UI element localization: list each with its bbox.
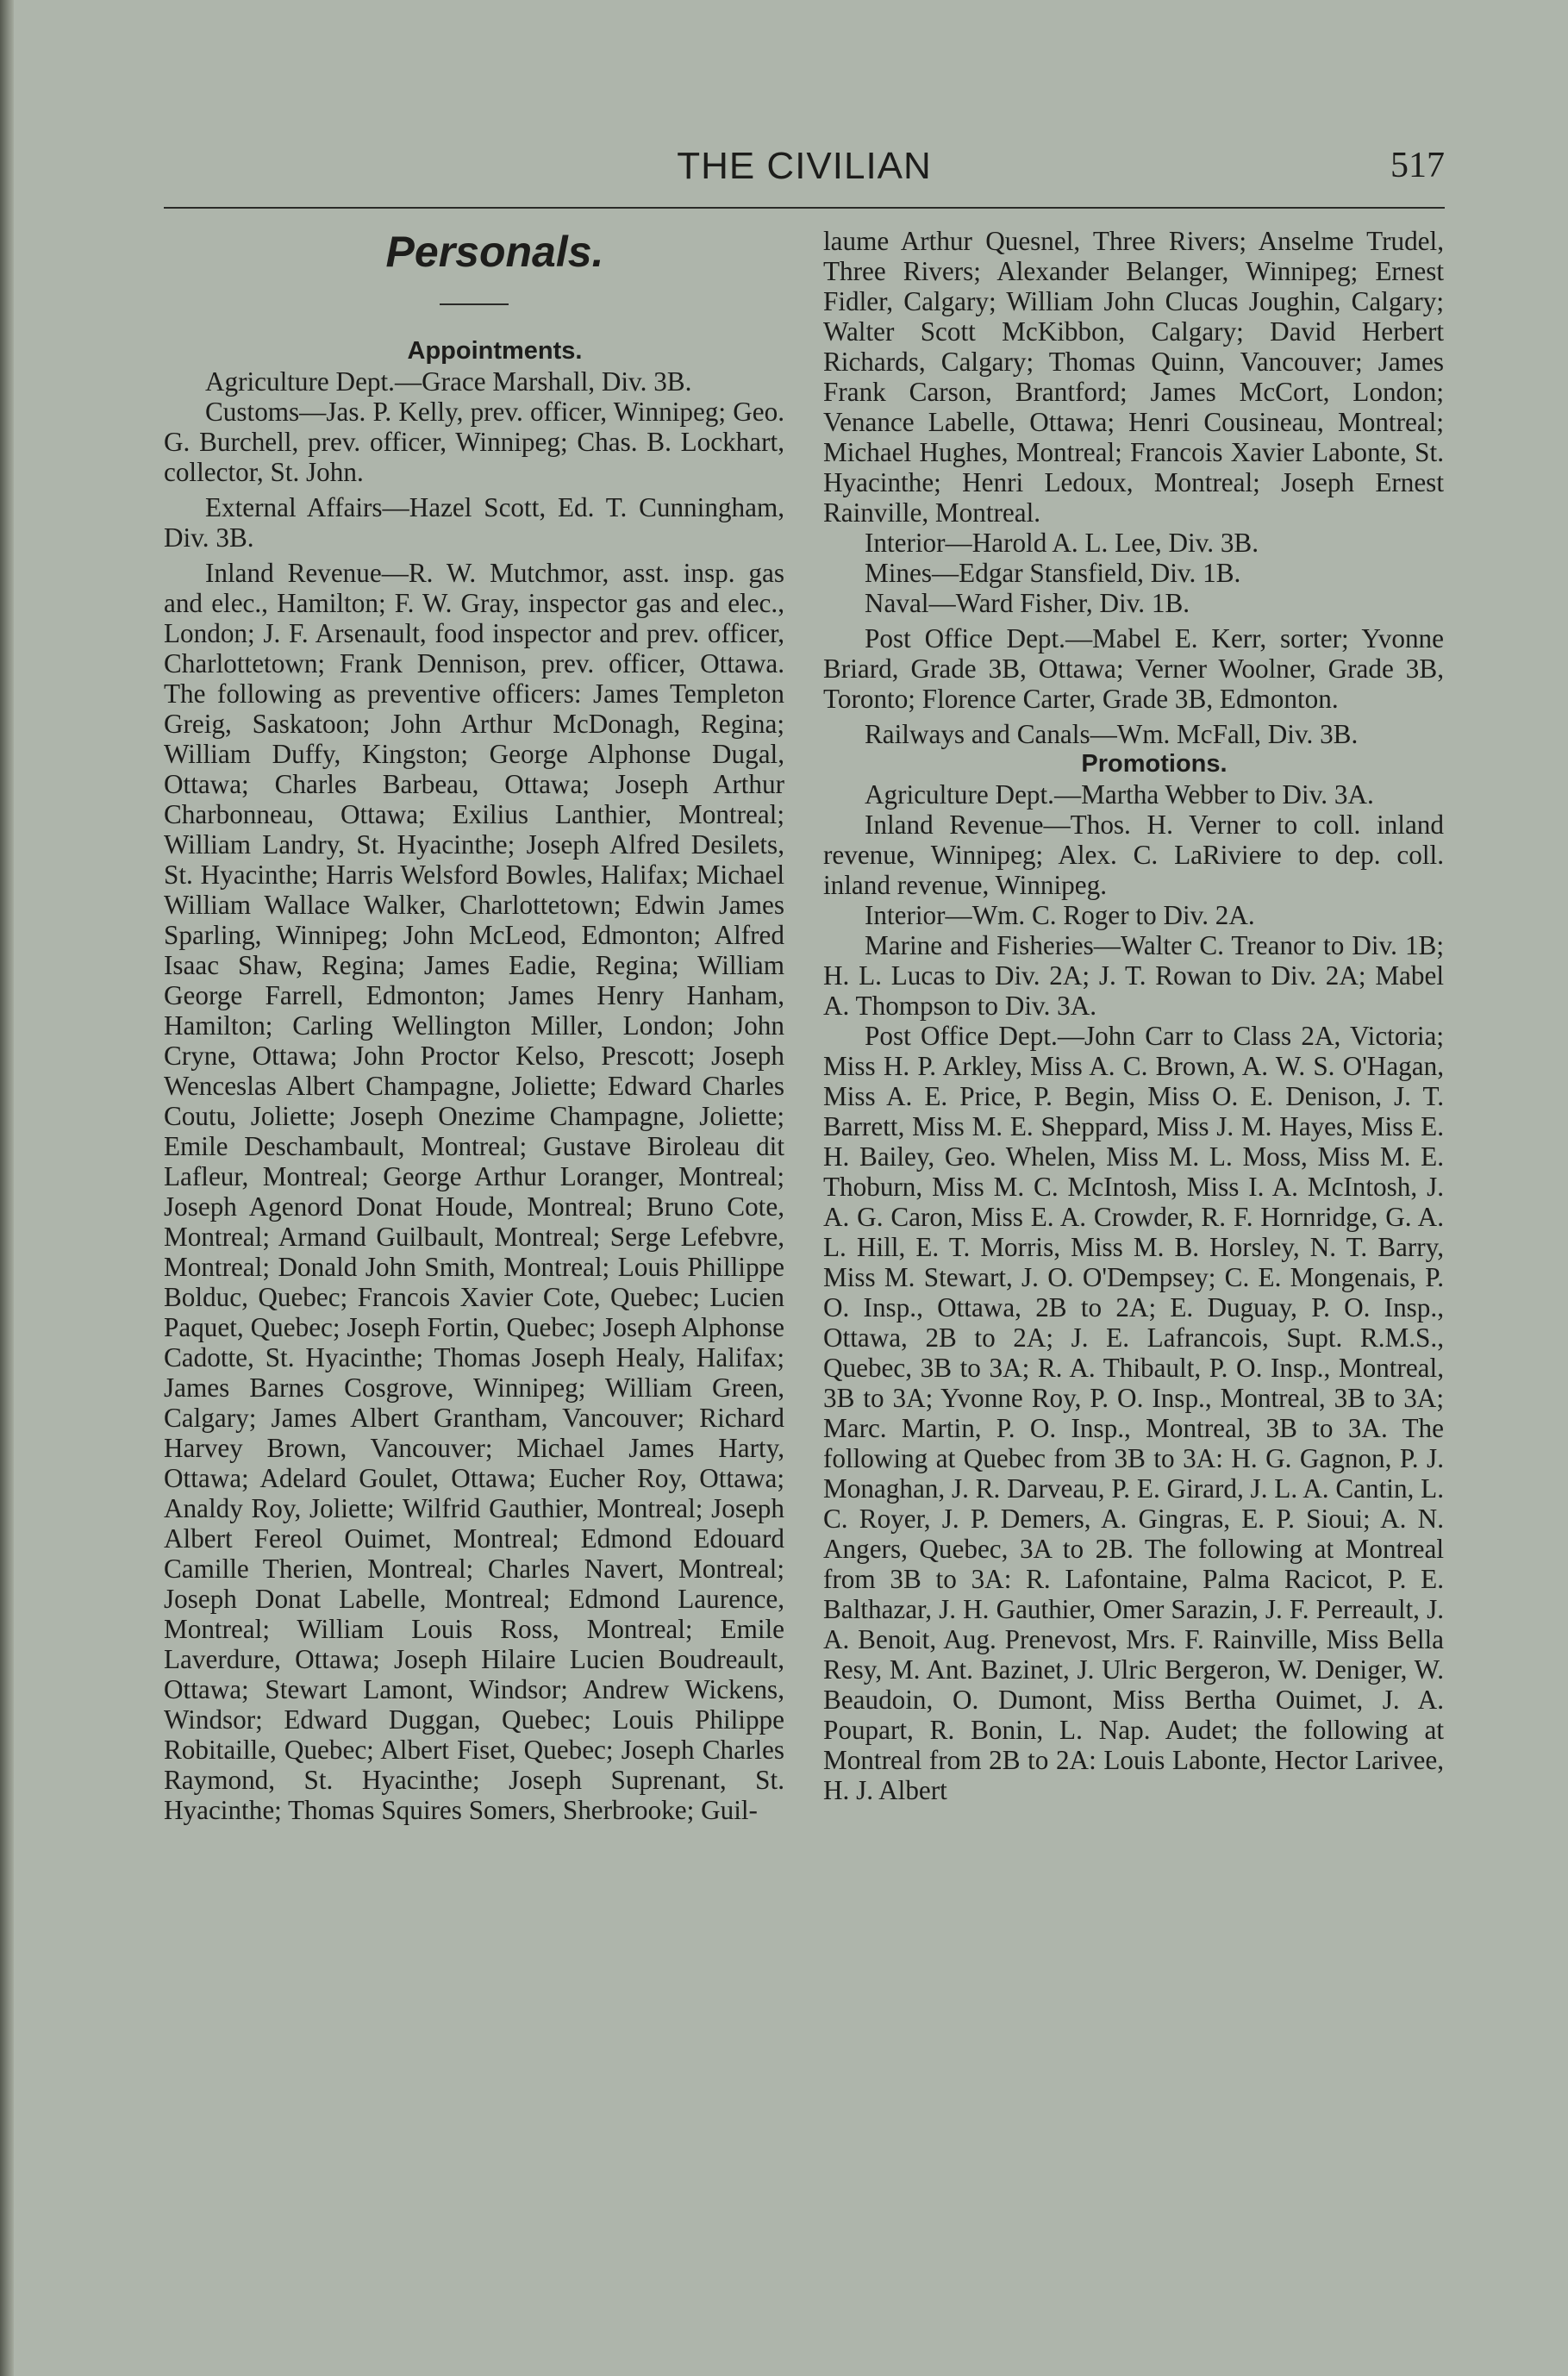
section-title: Personals. — [385, 228, 604, 276]
entry-marine-fisheries-promotions: Marine and Fisheries—Walter C. Treanor to Div. 1B; H. L. Lucas to Div. 2A; J. T. Rowan to Div. 2A; Mabel A. Thompson to Div. 3A. — [823, 930, 1444, 1021]
promotions-heading: Promotions. — [1081, 750, 1228, 778]
entry-post-office-promotions: Post Office Dept.—John Carr to Class 2A, Victoria; Miss H. P. Arkley, Miss A. C. Brown, A. W. S. O'Hagan, Miss A. E. Price, P. Begin, Miss O. E. Denison, J. T. Barrett, Miss M. E. Sheppard, Miss J. M. Hayes, Miss E. H. Bailey, Geo. Whelen, Miss M. L. Moss, Miss M. E. Thoburn, Miss M. C. McIntosh, Miss I. A. McIntosh, J. A. G. Caron, Miss E. A. Crowder, R. F. Hornridge, G. A. L. Hill, E. T. Morris, Miss M. B. Horsley, N. T. Barry, Miss M. Stewart, J. O. O'Dempsey; C. E. Mongenais, P. O. Insp., Ottawa, 2B to 2A; E. Duguay, P. O. Insp., Ottawa, 2B to 2A; J. E. Lafrancois, Supt. R.M.S., Quebec, 3B to 3A; R. A. Thibault, P. O. Insp., Montreal, 3B to 3A; Yvonne Roy, P. O. Insp., Montreal, 3B to 3A; Marc. Martin, P. O. Insp., Montreal, 3B to 3A. The following at Quebec from 3B to 3A: H. G. Gagnon, P. J. Monaghan, J. R. Darveau, P. E. Girard, J. L. A. Cantin, L. C. Royer, J. P. Demers, A. Gingras, E. P. Sioui; A. N. Angers, Quebec, 3A to 2B. The following at Montreal from 3B to 3A: R. Lafontaine, Palma Racicot, P. E. Balthazar, J. H. Gauthier, Omer Sarazin, J. F. Perreault, J. A. Benoit, Aug. Prenevost, Mrs. F. Rainville, Miss Bella Resy, M. Ant. Bazinet, J. Ulric Bergeron, W. Deniger, W. Beaudoin, O. Dumont, Miss Bertha Ouimet, J. A. Poupart, R. Bonin, L. Nap. Audet; the following at Montreal from 2B to 2A: Louis Labonte, Hector Larivee, H. J. Albert — [823, 1021, 1444, 1805]
running-title: THE CIVILIAN — [677, 145, 932, 187]
title-rule — [440, 303, 509, 305]
running-header — [164, 145, 1445, 205]
entry-railways-canals-appointments: Railways and Canals—Wm. McFall, Div. 3B. — [865, 719, 1359, 749]
entry-inland-revenue-promotions: Inland Revenue—Thos. H. Verner to coll. inland revenue, Winnipeg; Alex. C. LaRiviere to dep. coll. inland revenue, Winnipeg. — [823, 810, 1444, 900]
appointments-heading: Appointments. — [407, 337, 583, 365]
header-rule — [164, 207, 1445, 209]
entry-interior-appointments: Interior—Harold A. L. Lee, Div. 3B. — [865, 528, 1259, 558]
entry-post-office-appointments: Post Office Dept.—Mabel E. Kerr, sorter; Yvonne Briard, Grade 3B, Ottawa; Verner Woolner, Grade 3B, Toronto; Florence Carter, Grade 3B, Edmonton. — [823, 623, 1444, 714]
entry-agriculture-appointments: Agriculture Dept.—Grace Marshall, Div. 3B. — [205, 366, 692, 397]
entry-external-affairs-appointments: External Affairs—Hazel Scott, Ed. T. Cunningham, Div. 3B. — [164, 492, 784, 553]
entry-inland-revenue-continued: laume Arthur Quesnel, Three Rivers; Anselme Trudel, Three Rivers; Alexander Belanger, Winnipeg; Ernest Fidler, Calgary; William John Clucas Joughin, Calgary; Walter Scott McKibbon, Calgary; David Herbert Richards, Calgary; Thomas Quinn, Vancouver; James Frank Carson, Brantford; James McCort, London; Venance Labelle, Ottawa; Henri Cousineau, Montreal; Michael Hughes, Montreal; Francois Xavier Labonte, St. Hyacinthe; Henri Ledoux, Montreal; Joseph Ernest Rainville, Montreal. — [823, 226, 1444, 528]
entry-agriculture-promotions: Agriculture Dept.—Martha Webber to Div. 3A. — [865, 779, 1374, 810]
page-binding-edge — [0, 0, 14, 2376]
entry-mines-appointments: Mines—Edgar Stansfield, Div. 1B. — [865, 558, 1241, 588]
left-column — [164, 226, 784, 1825]
entry-customs-appointments: Customs—Jas. P. Kelly, prev. officer, Winnipeg; Geo. G. Burchell, prev. officer, Winnipeg; Chas. B. Lockhart, collector, St. John. — [164, 397, 784, 487]
page-number: 517 — [1390, 146, 1445, 185]
right-column — [823, 226, 1444, 1805]
entry-naval-appointments: Naval—Ward Fisher, Div. 1B. — [865, 588, 1190, 618]
entry-interior-promotions: Interior—Wm. C. Roger to Div. 2A. — [865, 900, 1255, 930]
entry-inland-revenue-appointments: Inland Revenue—R. W. Mutchmor, asst. insp. gas and elec., Hamilton; F. W. Gray, inspector gas and elec., London; J. F. Arsenault, food inspector and prev. officer, Charlottetown; Frank Dennison, prev. officer, Ottawa. The following as preventive officers: James Templeton Greig, Saskatoon; John Arthur McDonagh, Regina; William Duffy, Kingston; George Alphonse Dugal, Ottawa; Charles Barbeau, Ottawa; Joseph Arthur Charbonneau, Ottawa; Exilius Lanthier, Montreal; William Landry, St. Hyacinthe; Joseph Alfred Desilets, St. Hyacinthe; Harris Welsford Bowles, Halifax; Michael William Wallace Walker, Charlottetown; Edwin James Sparling, Winnipeg; John McLeod, Edmonton; Alfred Isaac Shaw, Regina; James Eadie, Regina; William George Farrell, Edmonton; James Henry Hanham, Hamilton; Carling Wellington Miller, London; John Cryne, Ottawa; John Proctor Kelso, Prescott; Joseph Wenceslas Albert Champagne, Joliette; Edward Charles Coutu, Joliette; Joseph Onezime Champagne, Joliette; Emile Deschambault, Montreal; Gustave Biroleau dit Lafleur, Montreal; George Arthur Loranger, Montreal; Joseph Agenord Donat Houde, Montreal; Bruno Cote, Montreal; Armand Guilbault, Montreal; Serge Lefebvre, Montreal; Donald John Smith, Montreal; Louis Phillippe Bolduc, Quebec; Francois Xavier Cote, Quebec; Lucien Paquet, Quebec; Joseph Fortin, Quebec; Joseph Alphonse Cadotte, St. Hyacinthe; Thomas Joseph Healy, Halifax; James Barnes Cosgrove, Winnipeg; William Green, Calgary; James Albert Grantham, Vancouver; Richard Harvey Brown, Vancouver; Michael James Harty, Ottawa; Adelard Goulet, Ottawa; Eucher Roy, Ottawa; Analdy Roy, Joliette; Wilfrid Gauthier, Montreal; Joseph Albert Fereol Ouimet, Montreal; Edmond Edouard Camille Therien, Montreal; Charles Navert, Montreal; Joseph Donat Labelle, Montreal; Edmond Laurence, Montreal; William Louis Ross, Montreal; Emile Laverdure, Ottawa; Joseph Hilaire Lucien Boudreault, Ottawa; Stewart Lamont, Windsor; Andrew Wickens, Windsor; Edward Duggan, Quebec; Louis Philippe Robitaille, Quebec; Albert Fiset, Quebec; Joseph Charles Raymond, St. Hyacinthe; Joseph Suprenant, St. Hyacinthe; Thomas Squires Somers, Sherbrooke; Guil- — [164, 558, 784, 1825]
